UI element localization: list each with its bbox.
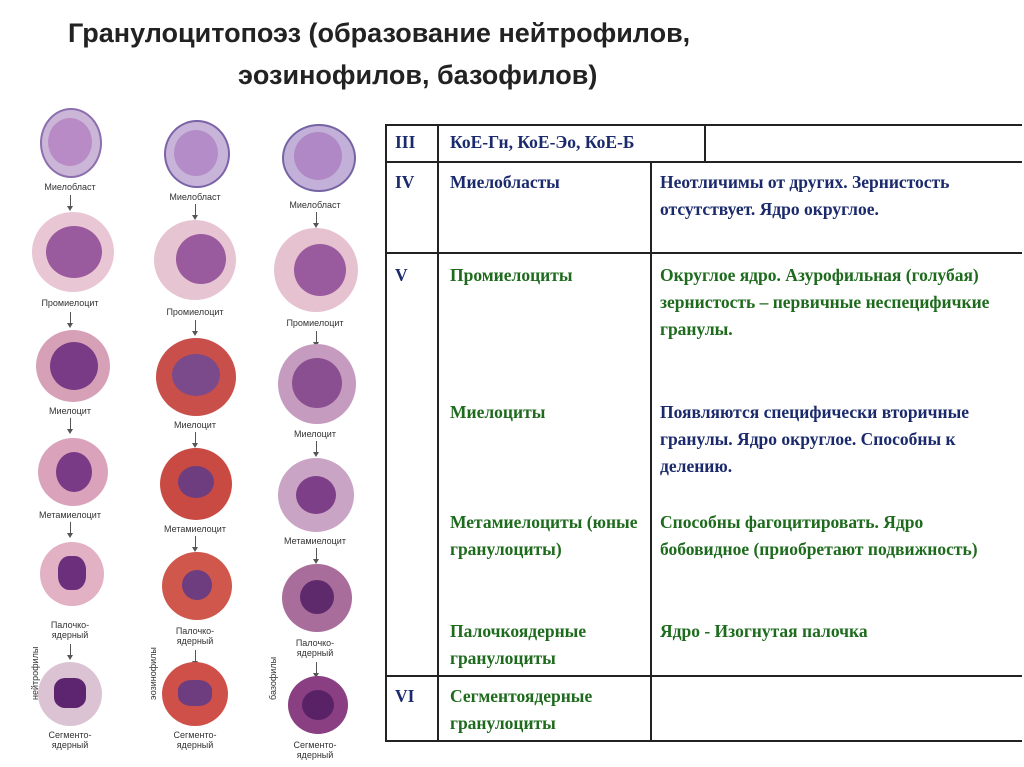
arrow [70,522,71,534]
label-neutrophils: нейтрофилы [30,646,40,700]
arrow [70,644,71,656]
arrow [195,204,196,216]
caption-band-2a: Палочко- [175,626,215,636]
arrow [70,195,71,207]
caption-myelocyte-3: Миелоцит [294,429,336,439]
table-border [650,161,652,742]
caption-myeloblast-1: Миелобласт [44,182,96,192]
caption-myeloblast-2: Миелобласт [169,192,221,202]
caption-promyelocyte-1: Промиелоцит [41,298,99,308]
caption-segmented-2b: ядерный [176,740,214,750]
caption-myeloblast-3: Миелобласт [289,200,341,210]
arrow [316,212,317,224]
promyelocyte-cell-2 [154,220,236,300]
arrow [195,432,196,444]
caption-band-2b: ядерный [176,636,214,646]
myeloblast-cell-2 [164,120,230,188]
promyelocyte-cell-3 [274,228,358,312]
caption-metamyelocyte-1: Метамиелоцит [39,510,101,520]
arrow [195,320,196,332]
metamyelocyte-cell-3 [278,458,354,532]
caption-myelocyte-2: Миелоцит [174,420,216,430]
caption-band-3a: Палочко- [295,638,335,648]
table-border [704,124,706,163]
cells-cell: Миелоциты [450,402,546,422]
title-line-1: Гранулоцитопоэз (образование нейтрофилов, [68,18,691,48]
table-border [385,740,1022,742]
caption-promyelocyte-2: Промиелоцит [166,307,224,317]
title-line-2: эозинофилов, базофилов) [238,60,598,90]
segmented-cell-3 [288,676,348,734]
caption-segmented-1b: ядерный [51,740,89,750]
cells-cell: Сегментоядерные гранулоциты [450,686,593,733]
metamyelocyte-cell-1 [38,438,108,506]
desc-cell: Способны фагоцитировать. Ядро бобовидное (приобретают подвижность) [660,512,978,559]
caption-promyelocyte-3: Промиелоцит [286,318,344,328]
arrow [316,441,317,453]
stages-table [385,124,1022,742]
stage-cell: VI [395,686,415,706]
caption-band-1a: Палочко- [50,620,90,630]
desc-cell: Ядро - Изогнутая палочка [660,621,868,641]
desc-cell: Округлое ядро. Азурофильная (голубая) зернистость – первичные неспецифичкие гранулы. [660,265,990,339]
arrow [70,312,71,324]
table-border [385,675,1022,677]
caption-band-1b: ядерный [51,630,89,640]
myeloblast-cell-1 [40,108,102,178]
caption-segmented-1a: Сегменто- [48,730,92,740]
cells-cell: Миелобласты [450,172,560,192]
desc-cell: Появляются специфически вторичные гранулы. Ядро округлое. Способны к делению. [660,402,970,476]
myeloblast-cell-3 [282,124,356,192]
myelocyte-cell-3 [278,344,356,424]
page-title [0,12,1024,96]
stage-cell: V [395,265,408,285]
cell-illustrations [0,100,380,767]
arrow [70,418,71,430]
cells-cell: Палочкоядерные гранулоциты [450,621,587,668]
caption-metamyelocyte-3: Метамиелоцит [284,536,346,546]
label-eosinophils: эозинофилы [148,647,158,700]
myelocyte-cell-1 [36,330,110,402]
caption-band-3b: ядерный [296,648,334,658]
segmented-cell-1 [38,662,102,726]
metamyelocyte-cell-2 [160,448,232,520]
arrow [195,650,196,662]
caption-myelocyte-1: Миелоцит [49,406,91,416]
table-border [385,252,1022,254]
promyelocyte-cell-1 [32,212,114,292]
segmented-cell-2 [162,662,228,726]
label-basophils: базофилы [268,656,278,700]
band-cell-2 [162,552,232,620]
caption-segmented-3b: ядерный [296,750,334,760]
myelocyte-cell-2 [156,338,236,416]
caption-segmented-3a: Сегменто- [293,740,337,750]
caption-metamyelocyte-2: Метамиелоцит [164,524,226,534]
stage-cell: IV [395,172,415,192]
arrow [316,662,317,674]
desc-cell: Неотличимы от других. Зернистость отсутствует. Ядро округлое. [660,172,950,219]
cells-cell: Метамиелоциты (юные гранулоциты) [450,512,638,559]
arrow [316,331,317,343]
arrow [195,536,196,548]
table-border [437,124,439,742]
table-border [385,124,387,742]
band-cell-1 [40,542,104,606]
caption-segmented-2a: Сегменто- [173,730,217,740]
stage-cell: III [395,132,416,152]
arrow [316,548,317,560]
band-cell-3 [282,564,352,632]
cells-cell: Промиелоциты [450,265,573,285]
cells-cell: КоЕ-Гн, КоЕ-Эо, КоЕ-Б [450,132,635,152]
